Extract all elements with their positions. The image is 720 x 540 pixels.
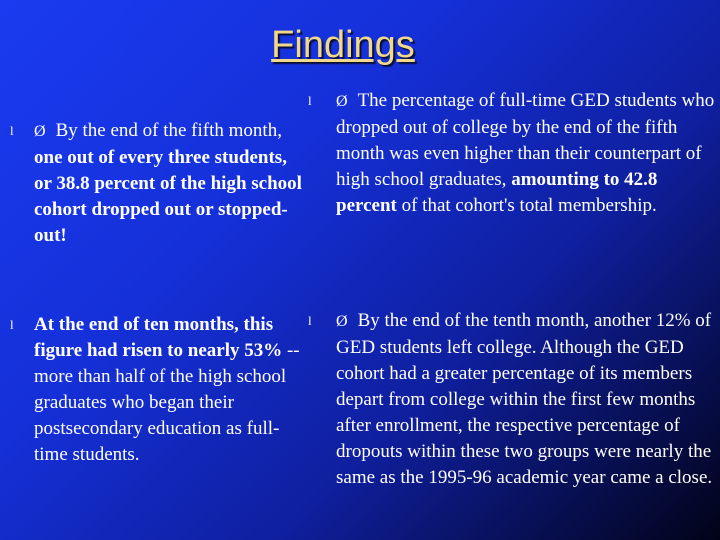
arrow-icon: Ø [34,123,46,140]
left-item-2-suffix: -- more than half of the high school graduates who began their postsecondary education as full-time students. [34,340,300,465]
right-item-2-prefix: By the end of the tenth month, another 12% of GED students left college. Although the GED cohort had a greater percentage of its members depart from college within the first few months after enrollment, the respective percentage of dropouts within these two groups were nearly the same as the 1995-96 academic year came a close. [336,310,713,488]
right-item-2-text [336,308,720,491]
left-item-2-text [34,312,304,468]
left-item-1-prefix: By the end of the fifth month, [55,120,282,141]
left-item-1-bold: one out of every three students, or 38.8 percent of the high school cohort dropped out or stopped-out! [34,147,302,246]
left-item-2-bold: At the end of ten months, this figure had risen to nearly 53% [34,314,283,361]
bullet-icon: l [308,313,312,328]
left-item-1-text [34,118,304,249]
bullet-icon: l [10,317,14,332]
arrow-icon: Ø [336,313,348,330]
right-item-1-prefix: The percentage of full-time GED students who dropped out of college by the end of the fifth month was even higher than their counterpart of high school graduates, [336,90,715,190]
arrow-icon: Ø [336,93,348,110]
bullet-icon: l [10,123,14,138]
bullet-icon: l [308,93,312,108]
right-item-1-suffix: of that cohort's total membership. [396,195,657,216]
right-item-1-text [336,88,720,219]
slide-title: Findings [271,24,415,66]
right-item-1-bold: amounting to 42.8 percent [336,169,658,216]
